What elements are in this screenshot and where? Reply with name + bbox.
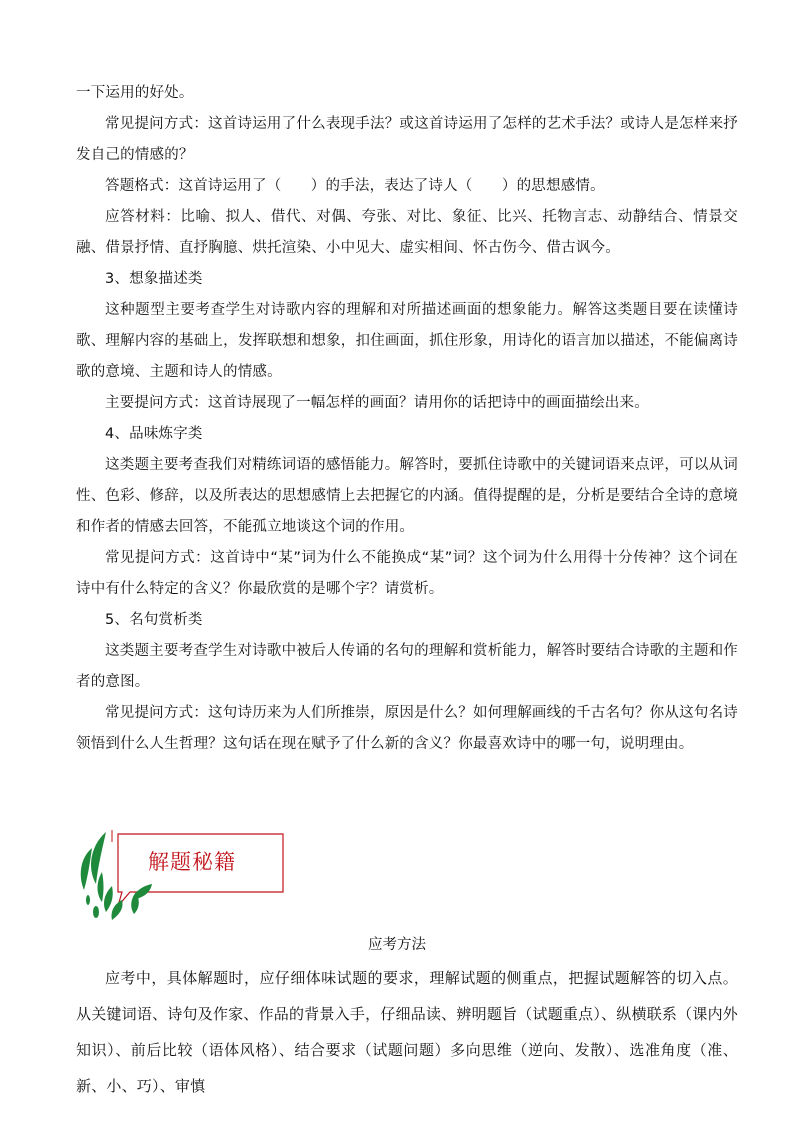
heading-imagination-description: 3、想象描述类 [105,271,203,287]
paragraph-word-refinement-question: 常见提问方式：这首诗中“某”词为什么不能换成“某”词？这个词为什么用得十分传神？这个词在诗中有什么特定的含义？你最欣赏的是哪个字？请赏析。 [76,550,738,597]
section-heading: 应考方法 [368,937,426,953]
banner-title: 解题秘籍 [148,850,236,874]
paragraph-answer-format: 答题格式：这首诗运用了（ ）的手法，表达了诗人（ ）的思想感情。 [105,178,605,194]
paragraph-question-style: 常见提问方式：这首诗运用了什么表现手法？或这首诗运用了怎样的艺术手法？或诗人是怎样来抒发自己的情感的？ [76,116,738,163]
paragraph-word-refinement-intro: 这类题主要考查我们对精练词语的感悟能力。解答时，要抓住诗歌中的关键词语来点评，可以从词性、色彩、修辞，以及所表达的思想感情上去把握它的内涵。值得提醒的是，分析是要结合全诗的意境和作者的情感去回答，不能孤立地谈这个词的作用。 [76,457,738,535]
paragraph-imagination-intro: 这种题型主要考查学生对诗歌内容的理解和对所描述画面的想象能力。解答这类题目要在读懂诗歌、理解内容的基础上，发挥联想和想象，扣住画面，抓住形象，用诗化的语言加以描述，不能偏离诗歌的意境、主题和诗人的情感。 [76,302,738,380]
section-body: 应考中，具体解题时，应仔细体味试题的要求，理解试题的侧重点，把握试题解答的切入点。从关键词语、诗句及作家、作品的背景入手，仔细品读、辨明题旨（试题重点）、纵横联系（课内外知识）、前后比较（语体风格）、结合要求（试题问题）多向思维（逆向、发散）、选准角度（准、新、小、巧）、审慎 [76,969,738,1095]
paragraph-famous-lines-intro: 这类题主要考查学生对诗歌中被后人传诵的名句的理解和赏析能力，解答时要结合诗歌的主题和作者的意图。 [76,643,738,690]
heading-word-refinement: 4、品味炼字类 [105,426,203,442]
paragraph-intro-end: 一下运用的好处。 [76,85,194,101]
paragraph-imagination-question: 主要提问方式：这首诗展现了一幅怎样的画面？请用你的话把诗中的画面描绘出来。 [105,395,649,411]
paragraph-famous-lines-question: 常见提问方式：这句诗历来为人们所推崇，原因是什么？如何理解画线的千古名句？你从这句名诗领悟到什么人生哲理？这句话在现在赋予了什么新的含义？你最喜欢诗中的哪一句，说明理由。 [76,705,738,752]
heading-famous-lines: 5、名句赏析类 [105,612,203,628]
paragraph-answer-materials: 应答材料：比喻、拟人、借代、对偶、夸张、对比、象征、比兴、托物言志、动静结合、情景交融、借景抒情、直抒胸臆、烘托渲染、小中见大、虚实相间、怀古伤今、借古讽今。 [76,209,738,256]
